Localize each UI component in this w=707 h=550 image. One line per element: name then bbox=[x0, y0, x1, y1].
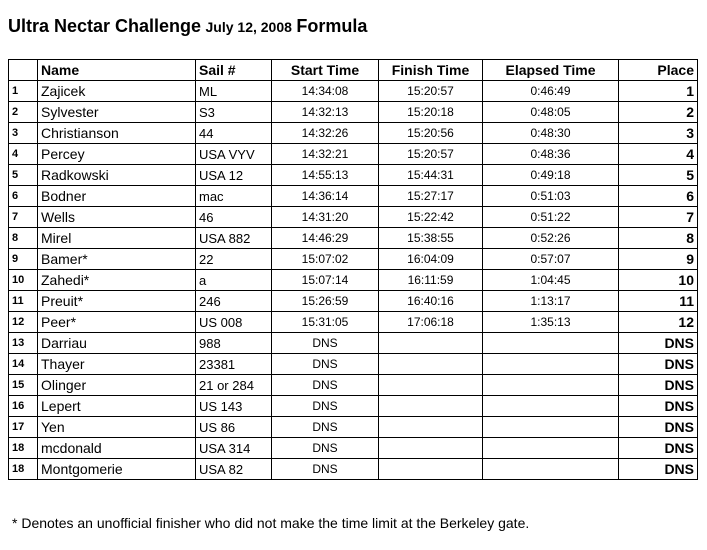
start-time: 14:31:20 bbox=[272, 207, 379, 228]
elapsed-time bbox=[483, 396, 619, 417]
start-time: 15:31:05 bbox=[272, 312, 379, 333]
elapsed-time bbox=[483, 333, 619, 354]
sailor-name: Mirel bbox=[38, 228, 196, 249]
start-time: DNS bbox=[272, 375, 379, 396]
place: 8 bbox=[619, 228, 698, 249]
start-time: 14:55:13 bbox=[272, 165, 379, 186]
finish-time bbox=[379, 396, 483, 417]
row-number: 11 bbox=[9, 291, 38, 312]
sailor-name: Olinger bbox=[38, 375, 196, 396]
finish-time: 15:44:31 bbox=[379, 165, 483, 186]
finish-time: 17:06:18 bbox=[379, 312, 483, 333]
table-row bbox=[9, 417, 698, 438]
place: DNS bbox=[619, 375, 698, 396]
sail-number: USA 12 bbox=[196, 165, 272, 186]
table-row bbox=[9, 249, 698, 270]
row-number: 1 bbox=[9, 81, 38, 102]
row-number: 8 bbox=[9, 228, 38, 249]
row-number: 4 bbox=[9, 144, 38, 165]
elapsed-time: 0:48:05 bbox=[483, 102, 619, 123]
sail-number: 44 bbox=[196, 123, 272, 144]
sailor-name: Preuit* bbox=[38, 291, 196, 312]
table-row bbox=[9, 375, 698, 396]
start-time: 14:36:14 bbox=[272, 186, 379, 207]
event-date: July 12, 2008 bbox=[205, 19, 292, 35]
row-number: 15 bbox=[9, 375, 38, 396]
start-time: 14:46:29 bbox=[272, 228, 379, 249]
sailor-name: Bamer* bbox=[38, 249, 196, 270]
finish-time bbox=[379, 354, 483, 375]
elapsed-time: 0:48:30 bbox=[483, 123, 619, 144]
place: DNS bbox=[619, 333, 698, 354]
row-number: 17 bbox=[9, 417, 38, 438]
table-row bbox=[9, 144, 698, 165]
sail-number: 21 or 284 bbox=[196, 375, 272, 396]
place: 10 bbox=[619, 270, 698, 291]
sail-number: 246 bbox=[196, 291, 272, 312]
sailor-name: Wells bbox=[38, 207, 196, 228]
header-elapsed-time: Elapsed Time bbox=[483, 60, 619, 81]
table-row bbox=[9, 396, 698, 417]
table-row bbox=[9, 333, 698, 354]
row-number: 5 bbox=[9, 165, 38, 186]
sail-number: 988 bbox=[196, 333, 272, 354]
finish-time: 15:20:18 bbox=[379, 102, 483, 123]
table-row bbox=[9, 165, 698, 186]
row-number: 12 bbox=[9, 312, 38, 333]
race-class: Formula bbox=[296, 16, 368, 36]
footnote: * Denotes an unofficial finisher who did not make the time limit at the Berkeley gate. bbox=[12, 515, 530, 531]
elapsed-time bbox=[483, 438, 619, 459]
sail-number: USA 882 bbox=[196, 228, 272, 249]
start-time: 14:34:08 bbox=[272, 81, 379, 102]
finish-time bbox=[379, 417, 483, 438]
finish-time: 15:27:17 bbox=[379, 186, 483, 207]
start-time: 14:32:13 bbox=[272, 102, 379, 123]
table-row bbox=[9, 123, 698, 144]
sail-number: 22 bbox=[196, 249, 272, 270]
row-number: 13 bbox=[9, 333, 38, 354]
event-name: Ultra Nectar Challenge bbox=[8, 16, 202, 36]
finish-time bbox=[379, 375, 483, 396]
row-number: 14 bbox=[9, 354, 38, 375]
start-time: 14:32:21 bbox=[272, 144, 379, 165]
row-number: 18 bbox=[9, 438, 38, 459]
results-table bbox=[8, 59, 698, 480]
sail-number: 46 bbox=[196, 207, 272, 228]
elapsed-time: 1:35:13 bbox=[483, 312, 619, 333]
place: 12 bbox=[619, 312, 698, 333]
row-number: 3 bbox=[9, 123, 38, 144]
place: 1 bbox=[619, 81, 698, 102]
table-row bbox=[9, 102, 698, 123]
finish-time bbox=[379, 459, 483, 480]
table-row bbox=[9, 312, 698, 333]
start-time: DNS bbox=[272, 438, 379, 459]
sailor-name: mcdonald bbox=[38, 438, 196, 459]
start-time: DNS bbox=[272, 354, 379, 375]
sail-number: USA 82 bbox=[196, 459, 272, 480]
table-row bbox=[9, 81, 698, 102]
finish-time: 16:11:59 bbox=[379, 270, 483, 291]
page-title bbox=[8, 16, 367, 37]
finish-time: 15:22:42 bbox=[379, 207, 483, 228]
row-number: 10 bbox=[9, 270, 38, 291]
sailor-name: Peer* bbox=[38, 312, 196, 333]
elapsed-time: 0:48:36 bbox=[483, 144, 619, 165]
sailor-name: Percey bbox=[38, 144, 196, 165]
table-row bbox=[9, 354, 698, 375]
place: DNS bbox=[619, 459, 698, 480]
sailor-name: Christianson bbox=[38, 123, 196, 144]
sailor-name: Thayer bbox=[38, 354, 196, 375]
elapsed-time bbox=[483, 375, 619, 396]
start-time: 15:26:59 bbox=[272, 291, 379, 312]
finish-time: 15:38:55 bbox=[379, 228, 483, 249]
table-row bbox=[9, 186, 698, 207]
table-row bbox=[9, 270, 698, 291]
finish-time: 15:20:57 bbox=[379, 144, 483, 165]
start-time: 15:07:14 bbox=[272, 270, 379, 291]
elapsed-time: 1:04:45 bbox=[483, 270, 619, 291]
sailor-name: Bodner bbox=[38, 186, 196, 207]
table-row bbox=[9, 438, 698, 459]
sailor-name: Radkowski bbox=[38, 165, 196, 186]
header-start-time: Start Time bbox=[272, 60, 379, 81]
header-place: Place bbox=[619, 60, 698, 81]
header-sail: Sail # bbox=[196, 60, 272, 81]
place: DNS bbox=[619, 417, 698, 438]
start-time: 15:07:02 bbox=[272, 249, 379, 270]
sailor-name: Darriau bbox=[38, 333, 196, 354]
sailor-name: Sylvester bbox=[38, 102, 196, 123]
sail-number: mac bbox=[196, 186, 272, 207]
elapsed-time bbox=[483, 354, 619, 375]
sail-number: 23381 bbox=[196, 354, 272, 375]
elapsed-time bbox=[483, 417, 619, 438]
elapsed-time: 0:57:07 bbox=[483, 249, 619, 270]
sail-number: US 86 bbox=[196, 417, 272, 438]
sail-number: ML bbox=[196, 81, 272, 102]
start-time: DNS bbox=[272, 417, 379, 438]
sail-number: USA 314 bbox=[196, 438, 272, 459]
place: 7 bbox=[619, 207, 698, 228]
elapsed-time: 0:51:22 bbox=[483, 207, 619, 228]
finish-time bbox=[379, 333, 483, 354]
sail-number: a bbox=[196, 270, 272, 291]
place: 6 bbox=[619, 186, 698, 207]
elapsed-time: 0:46:49 bbox=[483, 81, 619, 102]
row-number: 2 bbox=[9, 102, 38, 123]
sail-number: USA VYV bbox=[196, 144, 272, 165]
place: 3 bbox=[619, 123, 698, 144]
elapsed-time bbox=[483, 459, 619, 480]
place: 9 bbox=[619, 249, 698, 270]
elapsed-time: 0:52:26 bbox=[483, 228, 619, 249]
finish-time: 15:20:57 bbox=[379, 81, 483, 102]
place: 4 bbox=[619, 144, 698, 165]
header-finish-time: Finish Time bbox=[379, 60, 483, 81]
elapsed-time: 1:13:17 bbox=[483, 291, 619, 312]
row-number: 16 bbox=[9, 396, 38, 417]
start-time: DNS bbox=[272, 396, 379, 417]
sailor-name: Zahedi* bbox=[38, 270, 196, 291]
finish-time: 16:40:16 bbox=[379, 291, 483, 312]
results-body bbox=[9, 81, 698, 480]
sailor-name: Yen bbox=[38, 417, 196, 438]
row-number: 7 bbox=[9, 207, 38, 228]
start-time: DNS bbox=[272, 459, 379, 480]
sailor-name: Montgomerie bbox=[38, 459, 196, 480]
elapsed-time: 0:49:18 bbox=[483, 165, 619, 186]
header-number bbox=[9, 60, 38, 81]
start-time: DNS bbox=[272, 333, 379, 354]
place: DNS bbox=[619, 438, 698, 459]
finish-time: 16:04:09 bbox=[379, 249, 483, 270]
header-row bbox=[9, 60, 698, 81]
elapsed-time: 0:51:03 bbox=[483, 186, 619, 207]
table-row bbox=[9, 207, 698, 228]
place: 11 bbox=[619, 291, 698, 312]
table-row bbox=[9, 291, 698, 312]
row-number: 18 bbox=[9, 459, 38, 480]
row-number: 6 bbox=[9, 186, 38, 207]
place: DNS bbox=[619, 396, 698, 417]
sail-number: S3 bbox=[196, 102, 272, 123]
place: 5 bbox=[619, 165, 698, 186]
start-time: 14:32:26 bbox=[272, 123, 379, 144]
table-row bbox=[9, 459, 698, 480]
place: 2 bbox=[619, 102, 698, 123]
header-name: Name bbox=[38, 60, 196, 81]
sail-number: US 143 bbox=[196, 396, 272, 417]
place: DNS bbox=[619, 354, 698, 375]
sailor-name: Zajicek bbox=[38, 81, 196, 102]
sail-number: US 008 bbox=[196, 312, 272, 333]
finish-time bbox=[379, 438, 483, 459]
row-number: 9 bbox=[9, 249, 38, 270]
finish-time: 15:20:56 bbox=[379, 123, 483, 144]
sailor-name: Lepert bbox=[38, 396, 196, 417]
table-row bbox=[9, 228, 698, 249]
